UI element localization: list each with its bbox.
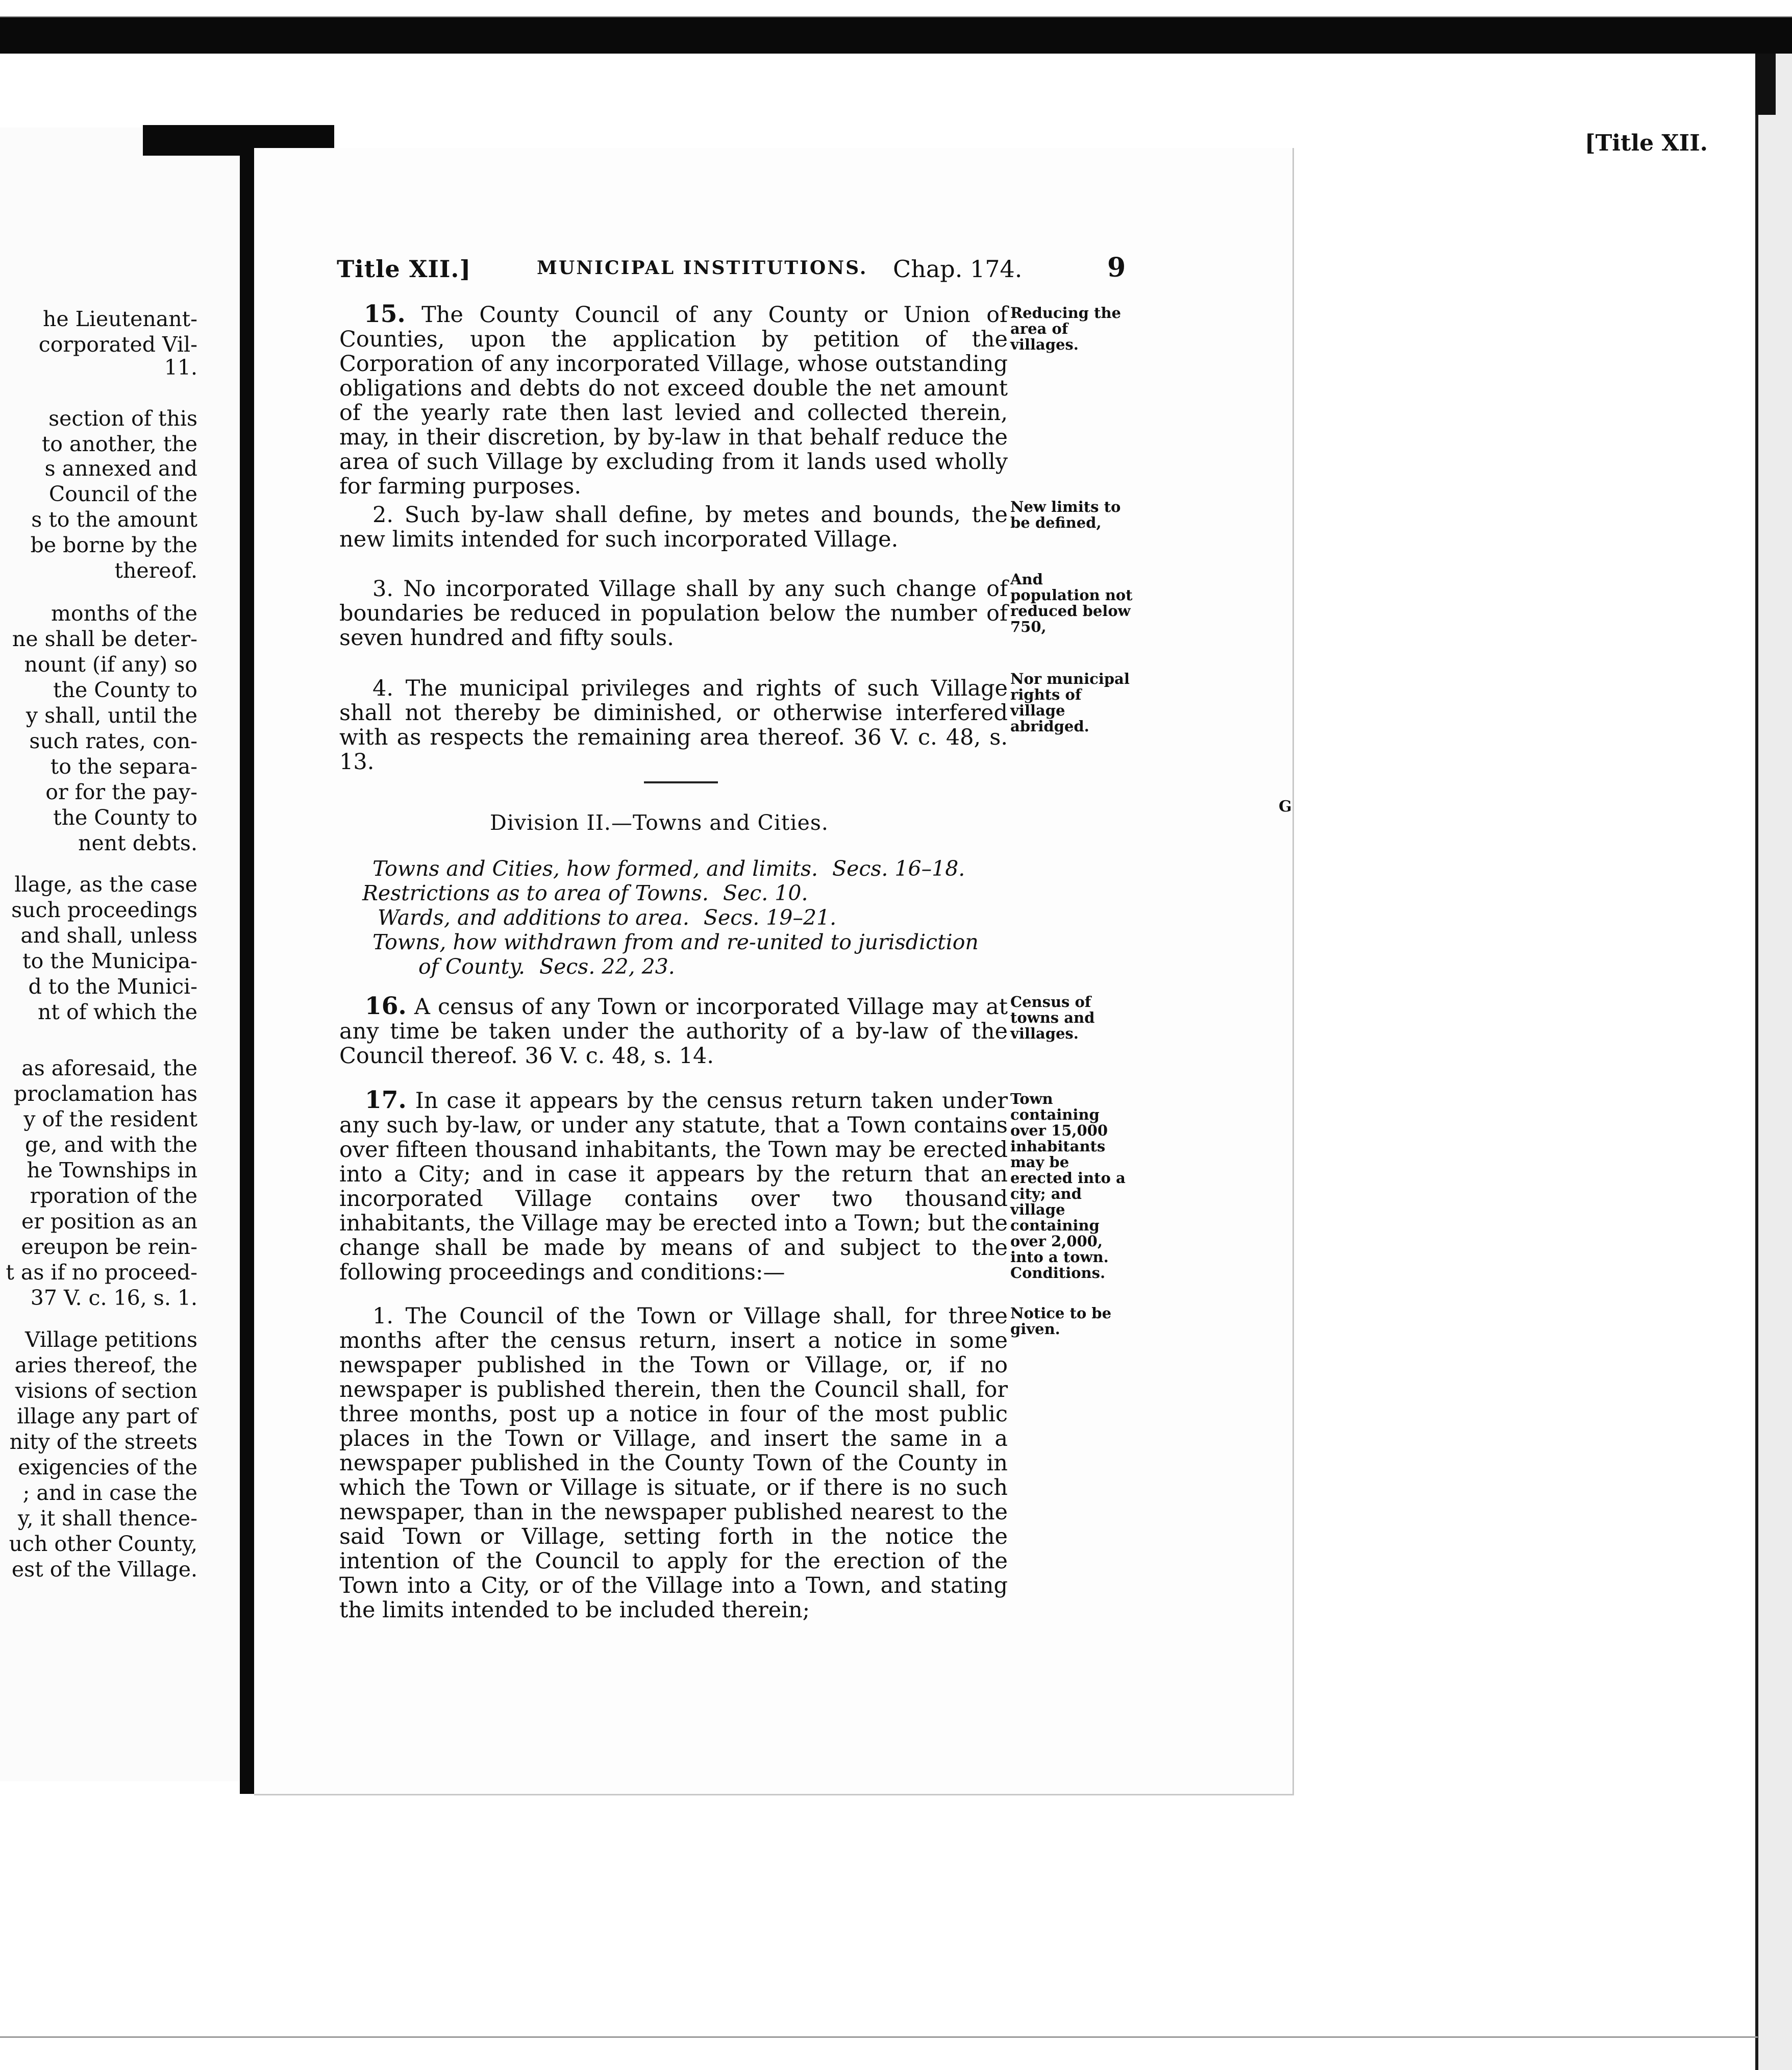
- section-15-4: 4. The municipal privileges and rights of such Village shall not thereby be diminished, or otherwise interfered with as respects the remaining area thereof. 36 V. c. 48, s. 13.: [339, 676, 1008, 775]
- contents-label: Restrictions as to area of Towns.: [362, 881, 709, 905]
- left-page-line: y shall, until the: [26, 703, 197, 728]
- left-page-line: er position as an: [21, 1209, 197, 1234]
- left-page-line: nt of which the: [38, 1000, 197, 1024]
- page-number: 9: [1107, 252, 1126, 283]
- margin-note-17: Town containing over 15,000 inhabitants may be erected into a city; and village containing over 2,000, into a town. Conditions.: [1010, 1090, 1126, 1282]
- margin-mark: G: [1279, 798, 1292, 816]
- left-page-line: such rates, con-: [29, 729, 197, 753]
- binding-spine: [240, 153, 254, 1794]
- left-page-line: be borne by the: [30, 533, 197, 557]
- left-page-line: section of this: [48, 406, 197, 431]
- contents-label: of County.: [418, 954, 525, 979]
- left-page-line: uch other County,: [9, 1532, 197, 1556]
- margin-note-15-2: New limits to be defined,: [1010, 498, 1121, 531]
- left-page-line: and shall, unless: [20, 923, 197, 948]
- left-page-line: visions of section: [15, 1378, 197, 1403]
- left-page-line: ; and in case the: [22, 1481, 197, 1505]
- left-page-line: proclamation has: [14, 1081, 197, 1106]
- left-page-line: nity of the streets: [9, 1430, 197, 1454]
- scan-corner-mark: [1755, 54, 1776, 115]
- left-page-line: llage, as the case: [14, 872, 197, 897]
- left-page-line: to another, the: [41, 432, 197, 456]
- left-page-line: illage any part of: [16, 1404, 197, 1428]
- left-page-line: est of the Village.: [11, 1557, 197, 1582]
- left-page-line: exigencies of the: [18, 1455, 197, 1480]
- left-page-line: corporated Vil-: [38, 332, 197, 357]
- left-page-line: he Lieutenant-: [42, 307, 197, 331]
- left-page-line: as aforesaid, the: [21, 1056, 197, 1080]
- left-page-line: or for the pay-: [45, 780, 197, 804]
- left-page-line: rporation of the: [30, 1184, 197, 1208]
- left-page-line: y, it shall thence-: [17, 1506, 197, 1531]
- section-text: The County Council of any County or Union of Counties, upon the application by petition of the Corporation of any incorporated Village, whose outstanding obligations and debts do not exceed double the net amount of the yearly rate then last levied and collected therein, may, in their discretion, by by-law in that behalf reduce the area of such Village by excluding from it lands used wholly for farming purposes.: [339, 302, 1008, 499]
- section-text: A census of any Town or incorporated Village may at any time be taken under the authority of a by-law of the Council thereof. 36 V. c. 48, s. 14.: [339, 994, 1008, 1069]
- left-page-line: d to the Munici-: [28, 974, 197, 999]
- section-number: 15.: [364, 300, 406, 328]
- section-16: [339, 994, 1008, 1068]
- contents-label: Towns and Cities, how formed, and limits.: [372, 856, 818, 881]
- left-page-line: such proceedings: [11, 898, 197, 922]
- left-page-line: nent debts.: [78, 831, 197, 855]
- left-page-header: [Title XII.: [1584, 130, 1708, 156]
- left-page-line: Village petitions: [24, 1327, 197, 1352]
- scan-border-right-edge: [1755, 54, 1758, 2070]
- left-page-line: the County to: [53, 678, 197, 702]
- left-page-line: ne shall be deter-: [12, 627, 197, 651]
- section-17-1: 1. The Council of the Town or Village shall, for three months after the census return, insert a notice in some newspaper published in the Town or Village, or, if no newspaper is published therein, then the Council shall, for three months, post up a notice in four of the most public places in the Town or Village, and insert the same in a newspaper published in the County Town of the County in which the Town or Village is situate, or if there is no such newspaper, than in the newspaper published nearest to the said Town or Village, setting forth in the notice the intention of the Council to apply for the erection of the Town into a City, or of the Village into a Town, and stating the limits intended to be included therein;: [339, 1303, 1008, 1623]
- section-15-2: 2. Such by-law shall define, by metes and bounds, the new limits intended for such incorporated Village.: [339, 502, 1008, 552]
- left-page-line: nount (if any) so: [24, 652, 197, 677]
- contents-sections: Secs. 16–18.: [832, 856, 965, 881]
- margin-note-15-4: Nor municipal rights of village abridged.: [1010, 670, 1130, 735]
- left-page-line: to the separa-: [50, 754, 197, 779]
- section-17: [339, 1088, 1008, 1285]
- left-page-line: t as if no proceed-: [6, 1260, 197, 1285]
- contents-entry: [372, 932, 979, 953]
- left-page-line: he Townships in: [27, 1158, 197, 1182]
- running-head-center: MUNICIPAL INSTITUTIONS.: [537, 257, 868, 279]
- left-page-line: s to the amount: [31, 507, 197, 532]
- running-head-title: Title XII.]: [337, 255, 471, 283]
- margin-note-17-1: Notice to be given.: [1010, 1304, 1112, 1338]
- left-page-line: to the Municipa-: [22, 949, 197, 973]
- contents-entry: [372, 858, 965, 879]
- margin-note-15: Reducing the area of villages.: [1010, 304, 1121, 353]
- section-number: 16.: [365, 992, 407, 1020]
- left-page-line: s annexed and: [44, 456, 197, 481]
- scan-border-bottom: [0, 2036, 1758, 2038]
- contents-label: Towns, how withdrawn from and re-united to jurisdiction: [372, 930, 979, 954]
- division-heading: Division II.—Towns and Cities.: [490, 810, 829, 835]
- section-number: 17.: [365, 1086, 407, 1114]
- left-page-line: months of the: [51, 601, 197, 626]
- contents-entry: [418, 956, 675, 977]
- left-page-line: thereof.: [114, 558, 197, 583]
- left-page-line: 37 V. c. 16, s. 1.: [30, 1286, 197, 1310]
- left-page-line: ereupon be rein-: [21, 1235, 197, 1259]
- left-page-line: ge, and with the: [25, 1132, 197, 1157]
- running-head: [337, 252, 1140, 286]
- margin-note-15-3: And population not reduced below 750,: [1010, 571, 1133, 635]
- running-head-chapter: Chap. 174.: [893, 255, 1023, 283]
- left-page-line: 11.: [164, 355, 197, 380]
- section-15: [339, 302, 1008, 499]
- contents-sections: Secs. 22, 23.: [539, 954, 675, 979]
- section-rule: [644, 781, 718, 783]
- scan-border-top-white: [0, 0, 1792, 17]
- contents-entry: [378, 907, 836, 928]
- left-page-line: Council of the: [48, 482, 197, 506]
- contents-label: Wards, and additions to area.: [378, 905, 689, 930]
- scan-border-right: [1755, 54, 1792, 2070]
- left-page-line: y of the resident: [23, 1107, 197, 1131]
- section-15-3: 3. No incorporated Village shall by any such change of boundaries be reduced in population below the number of seven hundred and fifty souls.: [339, 576, 1008, 651]
- left-page-line: the County to: [53, 805, 197, 830]
- contents-sections: Secs. 19–21.: [703, 905, 837, 930]
- contents-entry: [362, 883, 808, 904]
- margin-note-16: Census of towns and villages.: [1010, 993, 1095, 1042]
- section-text: In case it appears by the census return taken under any such by-law, or under any statute, that a Town contains over fifteen thousand inhabitants, the Town may be erected into a City; and in case it appears by the return that an incorporated Village contains over two thousand inhabitants, the Village may be erected into a Town; but the change shall be made by means of and subject to the following proceedings and conditions:—: [339, 1088, 1008, 1285]
- contents-sections: Sec. 10.: [723, 881, 808, 905]
- left-page-line: aries thereof, the: [14, 1353, 197, 1377]
